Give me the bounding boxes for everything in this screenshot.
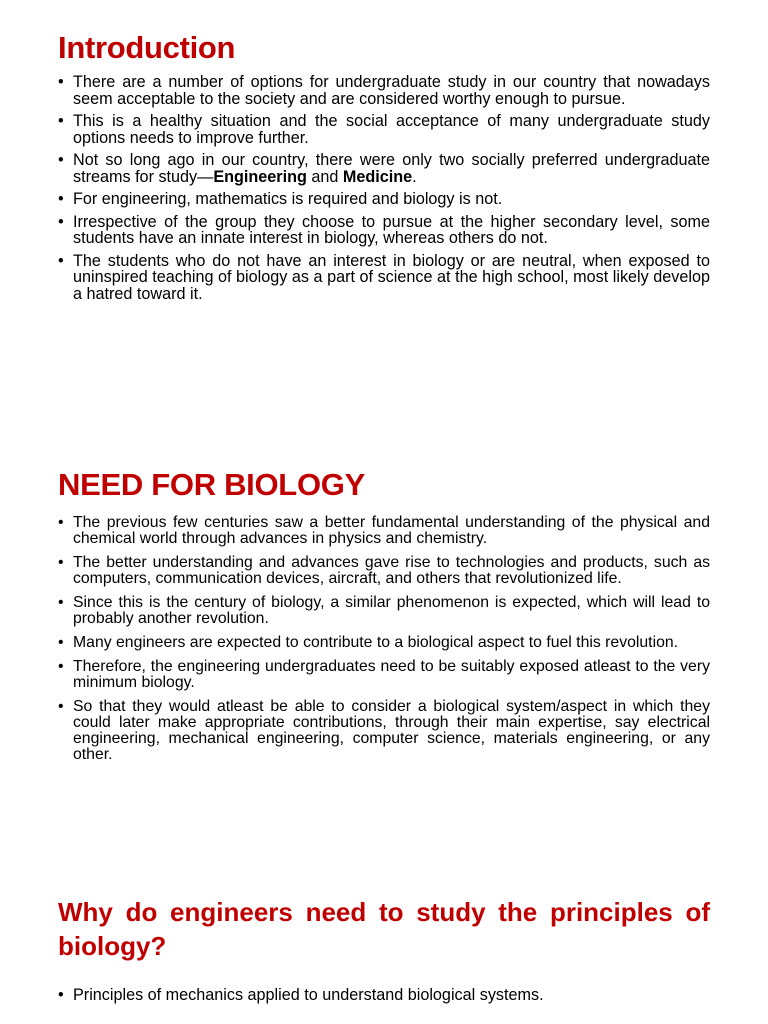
need-for-biology-bullet-list	[58, 515, 710, 763]
bullet-icon: •	[58, 658, 64, 675]
list-item: • For engineering, mathematics is required and biology is not.	[58, 190, 503, 208]
why-study-biology-bullet-list	[58, 987, 710, 1004]
list-item: • So that they would atleast be able to consider a biological system/aspect in which they could later make appropriate contributions, through their main expertise, say electrical engineering, mechanical engineering, computer science, materials engineering, or any other.	[58, 698, 710, 763]
list-item: • Not so long ago in our country, there were only two socially preferred undergraduate streams for study—Engineering and Medicine.	[58, 151, 710, 186]
bullet-icon: •	[58, 634, 64, 651]
bullet-icon: •	[58, 594, 64, 611]
engineering-stream: Engineering	[213, 167, 307, 186]
list-item: • Therefore, the engineering undergraduates need to be suitably exposed atleast to the very minimum biology.	[58, 658, 710, 691]
list-item: • Since this is the century of biology, a similar phenomenon is expected, which will lead to probably another revolution.	[58, 594, 710, 627]
list-item: • Irrespective of the group they choose to pursue at the higher secondary level, some students have an innate interest in biology, whereas others do not.	[58, 212, 710, 247]
why-study-biology-heading: Why do engineers need to study the principles of biology?	[58, 897, 710, 961]
list-item: • This is a healthy situation and the social acceptance of many undergraduate study options needs to improve further.	[58, 112, 710, 147]
list-item: • The previous few centuries saw a better fundamental understanding of the physical and chemical world through advances in physics and chemistry.	[58, 514, 710, 547]
why-study-biology-section	[58, 895, 710, 1010]
bullet-icon: •	[58, 251, 64, 270]
list-item: • Many engineers are expected to contribute to a biological aspect to fuel this revolution.	[58, 634, 679, 651]
introduction-bullet-list	[58, 74, 710, 302]
need-for-biology-section	[58, 467, 710, 771]
bullet-icon: •	[58, 151, 64, 169]
bullet-icon: •	[58, 212, 64, 231]
list-item: • Principles of mechanics applied to understand biological systems.	[58, 986, 544, 1004]
bullet-icon: •	[58, 514, 64, 531]
bullet-icon: •	[58, 73, 64, 91]
list-item: • The better understanding and advances gave rise to technologies and products, such as computers, communication devices, aircraft, and others that revolutionized life.	[58, 554, 710, 587]
list-item: • There are a number of options for undergraduate study in our country that nowadays seem acceptable to the society and are considered worthy enough to pursue.	[58, 73, 710, 108]
need-for-biology-heading: NEED FOR BIOLOGY	[58, 467, 365, 502]
introduction-section	[58, 30, 710, 308]
introduction-heading: Introduction	[58, 30, 236, 65]
list-item: • The students who do not have an interest in biology or are neutral, when exposed to uninspired teaching of biology as a part of science at the high school, most likely develop a hatred toward it.	[58, 251, 710, 303]
bullet-icon: •	[58, 112, 64, 130]
bullet-icon: •	[58, 190, 64, 208]
medicine-stream: Medicine	[342, 167, 413, 186]
bullet-icon: •	[58, 698, 64, 715]
bullet-icon: •	[58, 986, 64, 1004]
bullet-icon: •	[58, 554, 64, 571]
